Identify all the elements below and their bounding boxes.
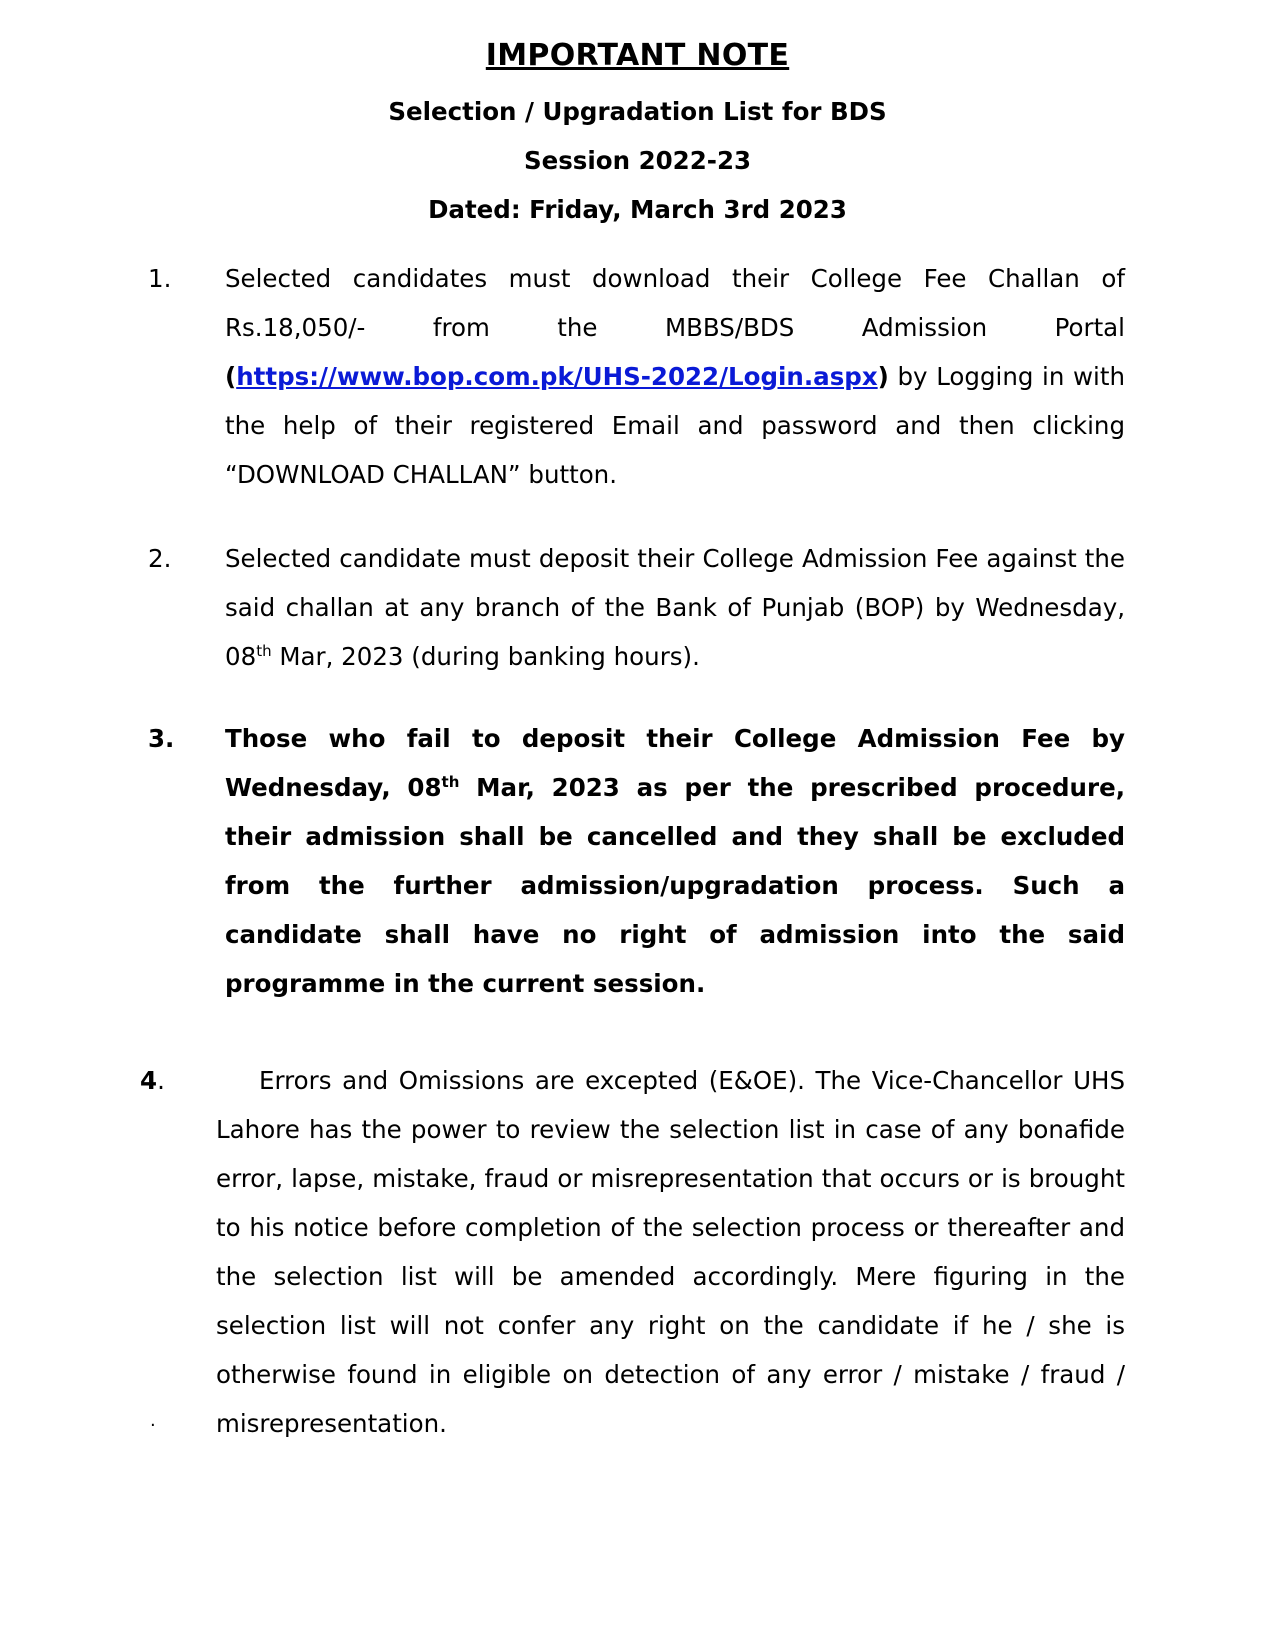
- item-text-part: Mar, 2023 as per the prescribed procedure, their admission shall be cancelled and they shall be excluded from the further admission/upgradation process. Such a candidate shall have no right of admission into the said programme in the current session.: [225, 773, 1126, 998]
- item-number-dot: .: [157, 1066, 165, 1095]
- item-text: [225, 534, 1125, 681]
- item-number: 1.: [148, 264, 172, 293]
- ordinal-suffix: th: [256, 641, 272, 660]
- item-text-part: Selected candidate must deposit their College Admission Fee against the said challan at any branch of the Bank of Punjab (BOP) by Wednesday, 08: [225, 544, 1125, 671]
- item-text: [225, 254, 1125, 499]
- item-number: [140, 1056, 165, 1105]
- item-number: 2.: [148, 544, 172, 573]
- item-text: [225, 714, 1125, 1008]
- item-text-part: Mar, 2023 (during banking hours).: [271, 642, 700, 671]
- link-close-paren: ): [877, 362, 889, 391]
- item-text-part: Those who fail to deposit their College Admission Fee by Wednesday, 08: [225, 724, 1125, 802]
- list-subtitle: Selection / Upgradation List for BDS: [388, 97, 887, 126]
- date-label: Dated: Friday, March 3rd 2023: [428, 195, 847, 224]
- item-text-part: Selected candidates must download their College Fee Challan of Rs.18,050/- from the MBBS/BDS Admission Portal: [225, 264, 1125, 342]
- item-number-digit: 4: [140, 1066, 158, 1095]
- ordinal-suffix: th: [441, 772, 460, 791]
- item-text: Errors and Omissions are excepted (E&OE). The Vice-Chancellor UHS Lahore has the power to review the selection list in case of any bonafide error, lapse, mistake, fraud or misrepresentation that occurs or is brought to his notice before completion of the selection process or thereafter and the selection list will be amended accordingly. Mere figuring in the selection list will not confer any right on the candidate if he / she is otherwise found in eligible on detection of any error / mistake / fraud / misrepresentation.: [216, 1066, 1125, 1438]
- page-title: IMPORTANT NOTE: [485, 38, 790, 73]
- stray-mark: .: [150, 1410, 156, 1431]
- item-text-part: by Logging in with the help of their registered Email and password and then clicking “DOWNLOAD CHALLAN” button.: [225, 362, 1125, 489]
- link-open-paren: (: [225, 362, 237, 391]
- item-number: 3.: [148, 724, 175, 753]
- portal-login-link[interactable]: https://www.bop.com.pk/UHS-2022/Login.aspx: [236, 362, 878, 391]
- session-label: Session 2022-23: [523, 146, 752, 175]
